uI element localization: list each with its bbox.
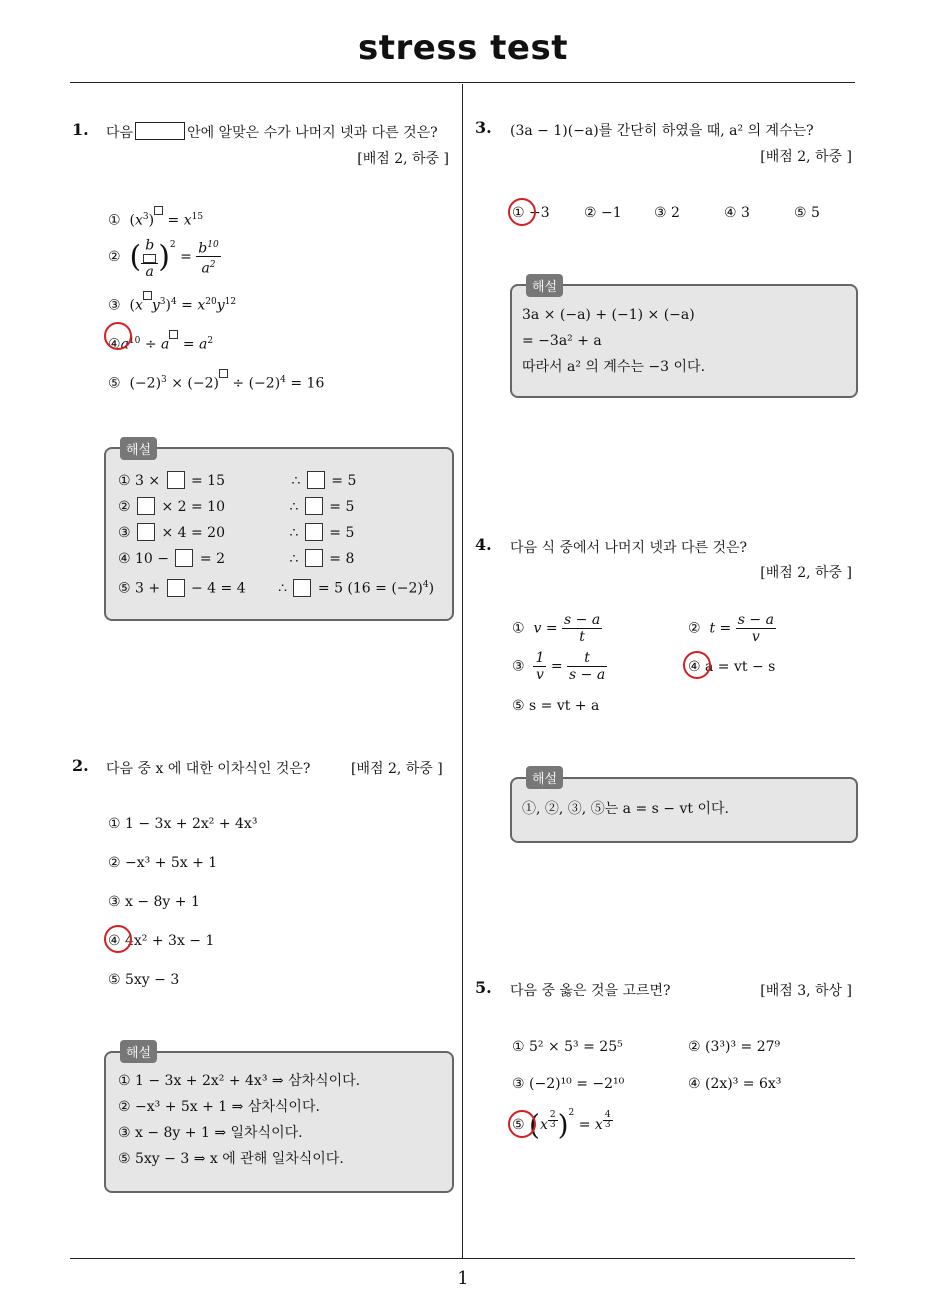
q2-number: 2. [72,756,89,775]
bottom-rule [70,1258,855,1259]
q1-blank-box [135,122,185,140]
q3-text: (3a − 1)(−a)를 간단히 하였을 때, a² 의 계수는? [510,123,814,139]
q2-answer-mark [104,925,132,953]
q1-explain-line-5: ⑤ 3 + − 4 = 4 ∴ = 5 $(16 = (-2)^4)$ [118,580,435,597]
q3-explain-line-3: 따라서 a² 의 계수는 −3 이다. [522,359,706,375]
q1-explain-line-2: ② × 2 = 10 ∴ = 5 [118,499,355,515]
q1-score: [배점 2, 하중 ] [357,151,449,167]
q5-answer-mark [508,1110,536,1138]
q3-number: 3. [475,118,492,137]
q1-text [106,122,438,142]
q1-answer-mark [104,322,132,350]
q1-option-4[interactable]: $④a^{10} \div a = a^2$ [108,330,213,353]
q3-answer-mark [508,198,536,226]
q3-explain-line-1: 3a × (−a) + (−1) × (−a) [522,307,695,323]
q1-explain-line-3: ③ × 4 = 20 ∴ = 5 [118,525,355,541]
q2-explain-line-4: ⑤ 5xy − 3 ⇒ x 에 관해 일차식이다. [118,1151,344,1167]
q3-option-5[interactable]: ⑤ 5 [794,205,820,221]
q2-explanation-tag: 해설 [120,1040,157,1063]
q5-option-5[interactable]: ⑤ (x $^{\frac{2}{3}}$ )$^2$ = x $^{\frac{4}{3}}$ [512,1108,611,1142]
page-number: 1 [457,1268,469,1289]
q2-explanation-text [118,1068,360,1172]
q1-text-after: 안에 알맞은 수가 나머지 넷과 다른 것은? [187,125,438,141]
q4-answer-mark [683,651,711,679]
q4-explanation-text [522,796,729,822]
page-title: stress test [358,28,568,68]
q2-option-2[interactable]: ② −x³ + 5x + 1 [108,855,218,871]
q1-option-5[interactable]: ⑤ $(-2)^3 \times (-2) \div (-2)^4 = 16$ [108,369,324,392]
q2-option-4[interactable]: ④ 4x² + 3x − 1 [108,933,215,949]
q3-option-1[interactable]: ① −3 [512,205,550,221]
q5-score: [배점 3, 하상 ] [760,983,852,999]
q2-text: 다음 중 x 에 대한 이차식인 것은? [106,761,311,777]
q2-explain-line-3: ③ x − 8y + 1 ⇒ 일차식이다. [118,1125,303,1141]
q4-option-1[interactable]: ① v = $\frac{s - a}{t}$ [512,612,601,645]
q5-text: 다음 중 옳은 것을 고르면? [510,983,671,999]
q3-explanation-text [522,302,705,380]
q1-explanation-tag: 해설 [120,437,157,460]
q2-explain-line-1: ① 1 − 3x + 2x² + 4x³ ⇒ 삼차식이다. [118,1073,361,1089]
q1-option-3[interactable]: ③ (x $y^3)^4 = x^{20}y^{12}$ [108,291,236,314]
q3-option-4[interactable]: ④ 3 [724,205,750,221]
q5-option-1[interactable]: ① 5² × 5³ = 25⁵ [512,1039,623,1055]
q2-option-1[interactable]: ① 1 − 3x + 2x² + 4x³ [108,816,258,832]
q1-number: 1. [72,120,89,139]
q2-option-5[interactable]: ⑤ 5xy − 3 [108,972,180,988]
q1-option-1[interactable]: ① $(x^3) = x^{15}$ [108,206,203,229]
q3-explain-line-2: = −3a² + a [522,333,602,349]
q3-option-2[interactable]: ② −1 [584,205,622,221]
q4-option-2[interactable]: ② t = $\frac{s - a}{v}$ [688,612,774,645]
q3-score: [배점 2, 하중 ] [760,149,852,165]
q2-explain-line-2: ② −x³ + 5x + 1 ⇒ 삼차식이다. [118,1099,320,1115]
q5-number: 5. [475,978,492,997]
q4-explain-line-1: ①, ②, ③, ⑤는 a = s − vt 이다. [522,801,729,817]
q4-number: 4. [475,535,492,554]
q5-option-3[interactable]: ③ (−2)¹⁰ = −2¹⁰ [512,1076,625,1092]
q2-score: [배점 2, 하중 ] [351,761,443,777]
q4-explanation-tag: 해설 [526,766,563,789]
top-rule [70,82,855,83]
q1-explanation-text [118,468,434,602]
q4-option-4[interactable]: ④ a = vt − s [688,659,776,675]
q5-option-2[interactable]: ② (3³)³ = 27⁹ [688,1039,781,1055]
q3-explanation-tag: 해설 [526,274,563,297]
q4-text: 다음 식 중에서 나머지 넷과 다른 것은? [510,540,748,556]
q2-option-3[interactable]: ③ x − 8y + 1 [108,894,200,910]
q1-explain-line-1: ① 3 × = 15 ∴ = 5 [118,473,357,489]
column-divider [462,84,463,1258]
q4-score: [배점 2, 하중 ] [760,565,852,581]
q5-option-4[interactable]: ④ (2x)³ = 6x³ [688,1076,782,1092]
q1-text-before: 다음 [106,125,134,141]
q3-option-3[interactable]: ③ 2 [654,205,680,221]
q4-option-5[interactable]: ⑤ s = vt + a [512,698,600,714]
q1-explain-line-4: ④ 10 − = 2 ∴ = 8 [118,551,355,567]
q1-option-2[interactable]: ② ( $\frac{b}{a}$ )$^2$ = $\frac{b^{10}}{a^2}$ [108,237,219,280]
q4-option-3[interactable]: ③ $\frac{1}{v}$ = $\frac{t}{s - a}$ [512,650,606,683]
